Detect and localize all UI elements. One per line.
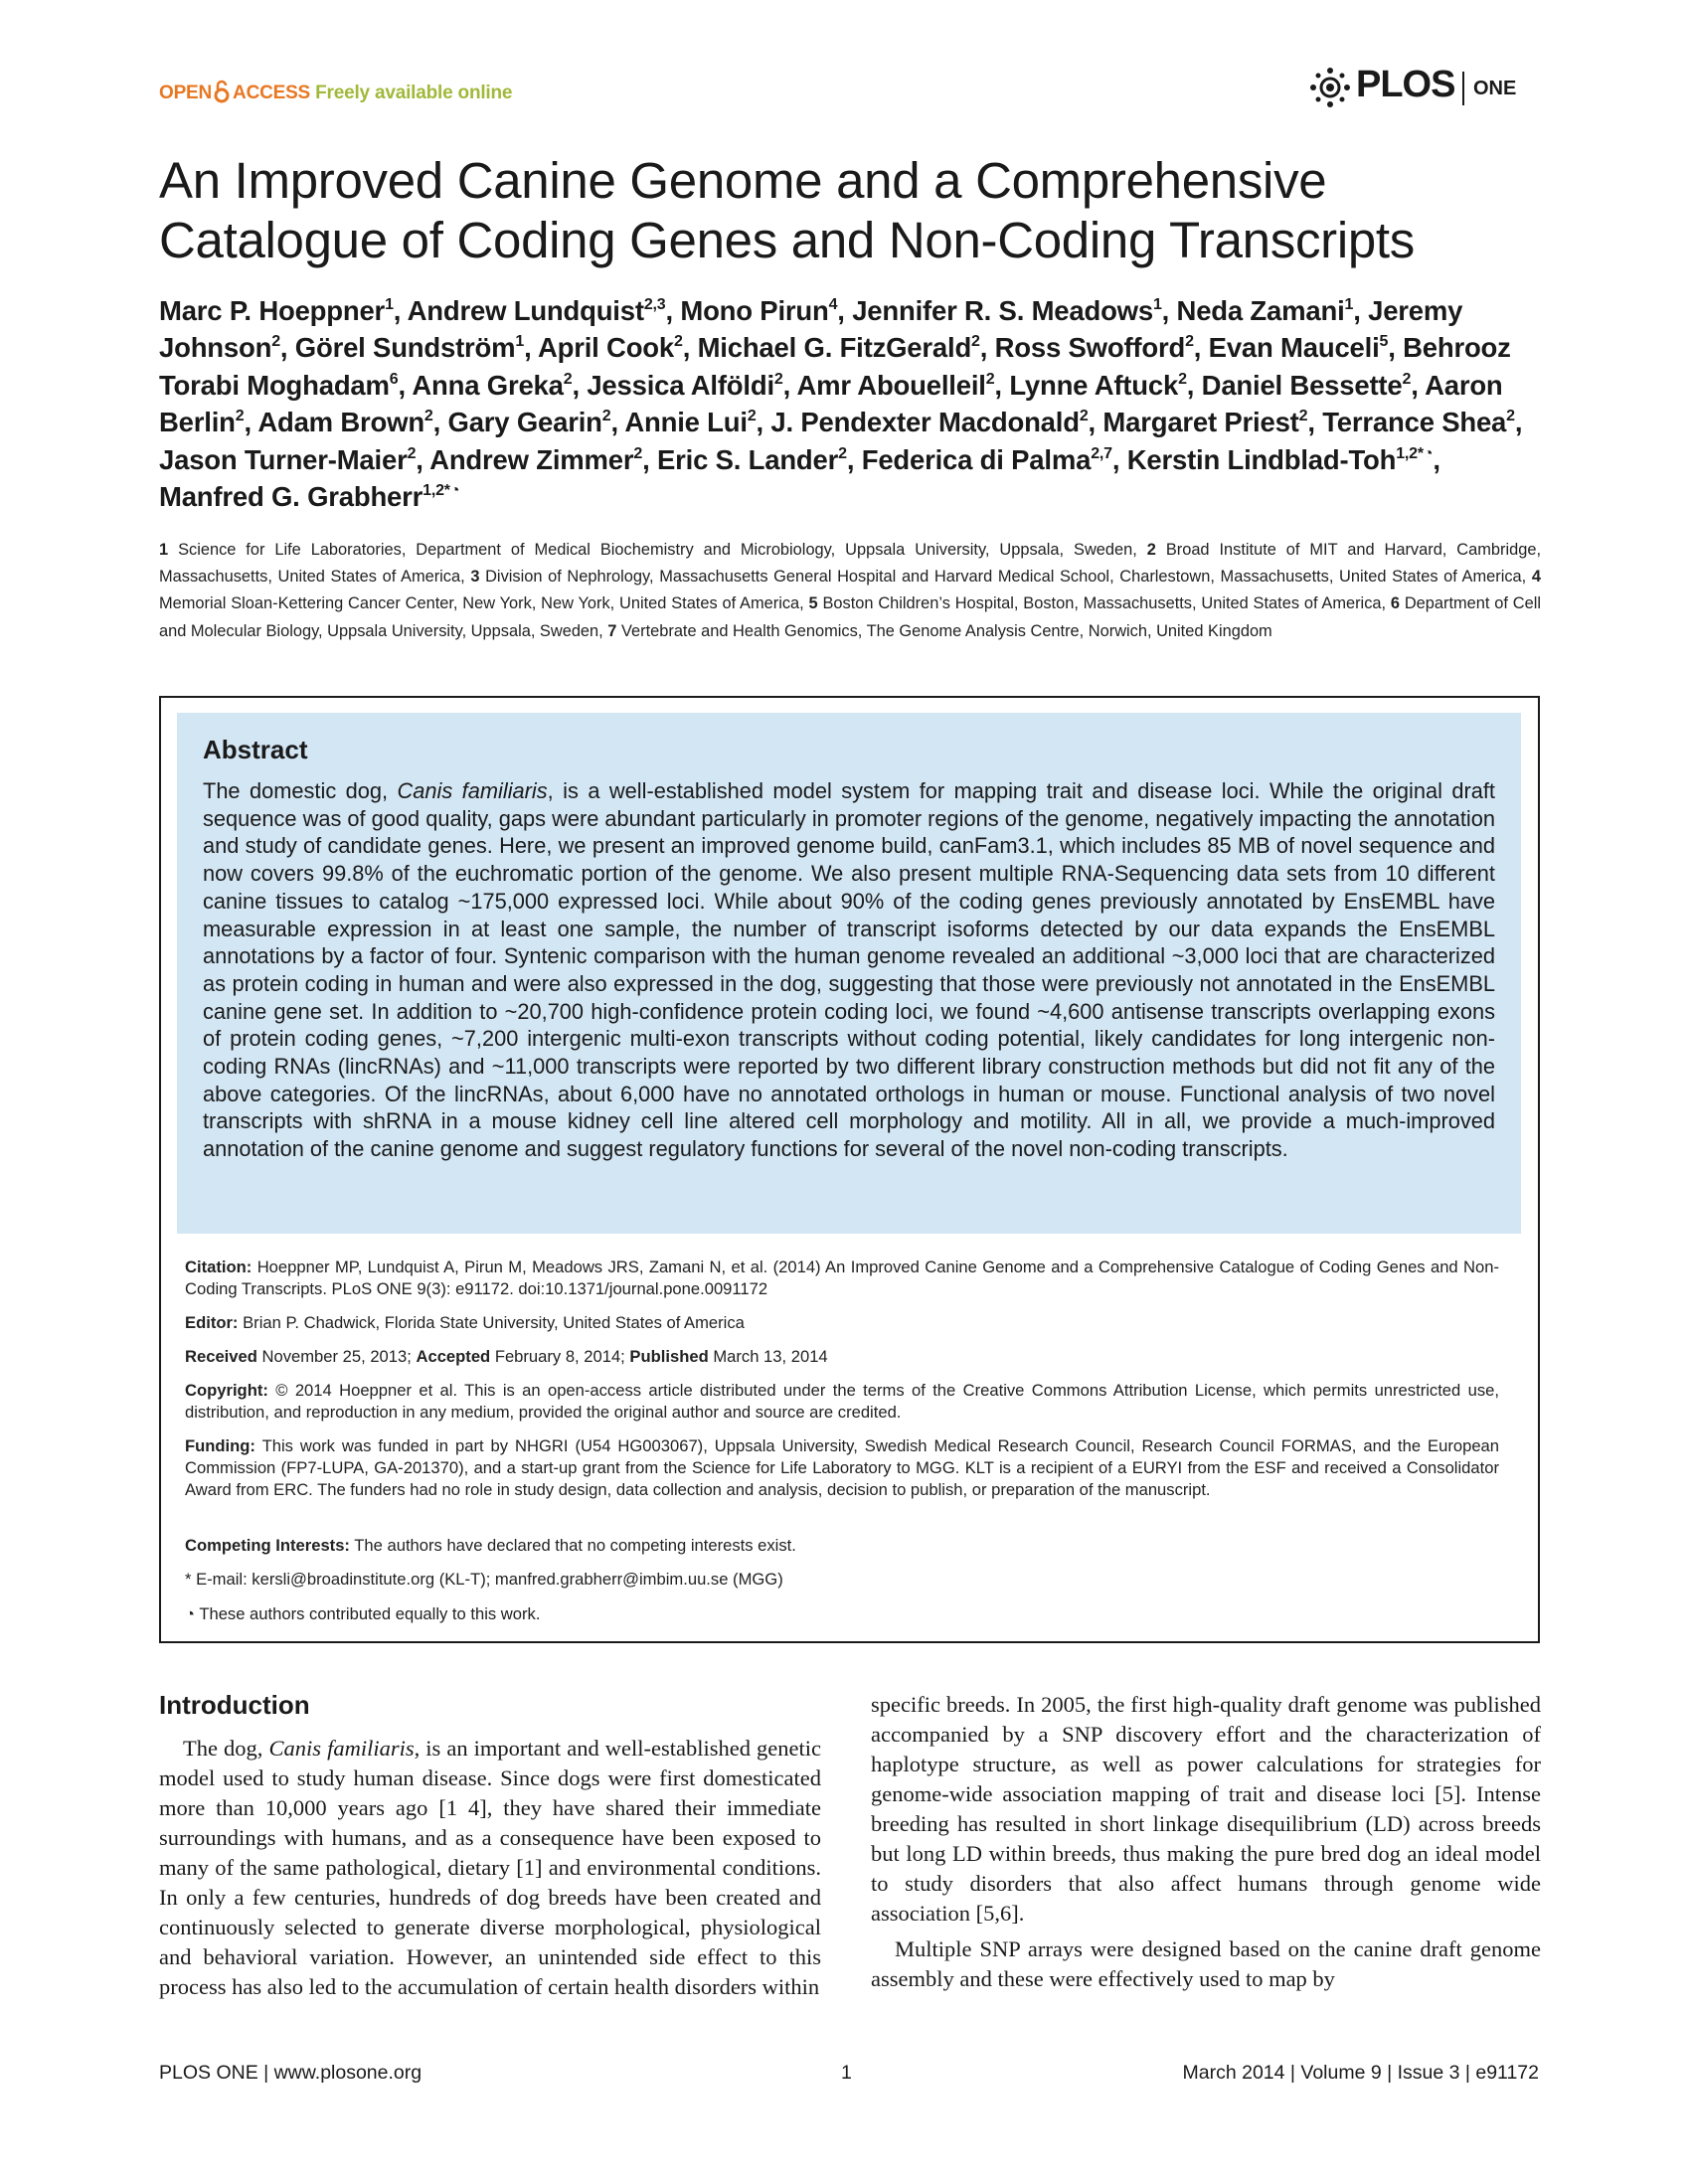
author-affiliation-marker: 2 (423, 408, 433, 425)
author-name: Anna Greka (412, 369, 564, 401)
editor: Editor: Brian P. Chadwick, Florida State University, United States of America (185, 1313, 745, 1332)
author-name: Amr Abouelleil (796, 369, 986, 401)
affiliation-text: Vertebrate and Health Genomics, The Genome Analysis Centre, Norwich, United Kingdom (620, 621, 1272, 640)
author-name: Behrooz Torabi Moghadam (159, 332, 1511, 401)
author-affiliation-marker: 2 (747, 408, 757, 425)
affiliation-text: Science for Life Laboratories, Department of Medical Biochemistry and Microbiology, Uppsala University, Uppsala, Sweden, (178, 541, 1137, 559)
author-affiliation-marker: 2 (407, 444, 417, 462)
author-affiliation-marker: 6 (389, 370, 399, 388)
author-affiliation-marker: 2 (985, 370, 995, 388)
author-name: Daniel Bessette (1201, 369, 1403, 401)
funding: Funding: This work was funded in part by NHGRI (U54 HG003067), Uppsala University, Swedish Medical Research Council, Research Council FORMAS, and the European Commission (FP7-LUPA, GA-201370), and a start-up grant from the Science for Life Laboratory to MGG. KLT is a recipient of a EURYI from the ESF and received a Consolidator Award from ERC. The funders had no role in study design, data collection and analysis, decision to publish, or preparation of the manuscript. (185, 1436, 1500, 1499)
author-name: Terrance Shea (1322, 407, 1507, 438)
author-name: Andrew Zimmer (429, 443, 634, 475)
author-name: Jennifer R. S. Meadows (852, 295, 1153, 326)
open-access-banner: OPEN ACCESS Freely available online (159, 80, 512, 109)
affiliation-number: 6 (1390, 594, 1401, 613)
affiliation-text: Boston Children’s Hospital, Boston, Massachusetts, United States of America, (822, 594, 1387, 613)
footer-journal: PLOS ONE | www.plosone.org (159, 2062, 423, 2084)
email: * E-mail: kersli@broadinstitute.org (KL-T); manfred.grabherr@imbim.uu.se (MGG) (185, 1570, 783, 1589)
author-name: Eric S. Lander (656, 443, 839, 475)
author-affiliation-marker: 1 (1344, 296, 1354, 313)
author-affiliation-marker: 4 (828, 296, 838, 313)
citation: Citation: Hoeppner MP, Lundquist A, Pirun M, Meadows JRS, Zamani N, et al. (2014) An Improved Canine Genome and a Comprehensive Catalogue of Coding Genes and Non-Coding Transcripts. PLoS ONE 9(3): e91172. doi:10.1371/journal.pone.0091172 (185, 1258, 1499, 1298)
abstract-box (177, 713, 1521, 1234)
author-affiliation-marker: 1 (385, 296, 394, 313)
author-affiliation-marker: 2 (674, 333, 683, 351)
equal-contribution-note: ◔ These authors contributed equally to this work. (185, 1604, 541, 1623)
author-name: Evan Mauceli (1208, 332, 1380, 364)
author-affiliation-marker: 1,2*◔ (423, 482, 460, 500)
copyright: Copyright: © 2014 Hoeppner et al. This is an open-access article distributed under the terms of the Creative Commons Attribution License, which permits unrestricted use, distribution, and reproduction in any medium, provided the original author and source are credited. (185, 1381, 1499, 1422)
page-number: 1 (841, 2062, 852, 2084)
author-name: April Cook (537, 332, 674, 364)
intro-paragraph-1-continued: specific breeds. In 2005, the first high-quality draft genome was published accompanied by a SNP discovery effort and the characterization of haplotype structure, as well as power calculations for strategies for genome-wide association mapping of trait and disease loci [5]. Intense breeding has resulted in short linkage disequilibrium (LD) across breeds but long LD within breeds, thus making the pure bred dog an ideal model to study disorders that also affect humans through genome wide association [5,6]. (871, 1692, 1541, 1926)
author-name: Ross Swofford (994, 332, 1186, 364)
affiliation-number: 3 (470, 568, 480, 587)
author-affiliation-marker: 1,2*◔ (1396, 444, 1434, 462)
author-name: Gary Gearin (447, 407, 602, 438)
author-name: Mono Pirun (680, 295, 829, 326)
author-name: Federica di Palma (861, 443, 1092, 475)
author-affiliation-marker: 2 (1298, 408, 1308, 425)
author-name: Görel Sundström (294, 332, 516, 364)
author-list: Marc P. Hoeppner$^1$, Andrew Lundquist$^{2,3}$, Mono Pirun$^4$, Jennifer R. S. Meadows$^1$, Neda Zamani$^1$, Jeremy Johnson$^2$, Görel Sundström$^1$, April Cook$^2$, Michael G. FitzGerald$^2$, Ross Swofford$^2$, Evan Mauceli$^5$, Behrooz Torabi Moghadam$^6$, Anna Greka$^2$, Jessica Alföldi$^2$, Amr Abouelleil$^2$, Lynne Aftuck$^2$, Daniel Bessette$^2$, Aaron Berlin$^2$, Adam Brown$^2$, Gary Gearin$^2$, Annie Lui$^2$, J. Pendexter Macdonald$^2$, Margaret Priest$^2$, Terrance Shea$^2$, Jason Turner-Maier$^2$, Andrew Zimmer$^2$, Eric S. Lander$^2$, Federica di Palma$^{2,7}$, Kerstin Lindblad-Toh$^{1,2*◔}$, Manfred G. Grabherr$^{1,2*◔}$ (159, 295, 1523, 513)
affiliation-text: Memorial Sloan-Kettering Cancer Center, New York, New York, United States of America, (159, 594, 804, 613)
open-access-lock-icon (214, 80, 230, 109)
author-name: Manfred G. Grabherr (159, 481, 423, 513)
author-name: Andrew Lundquist (407, 295, 644, 326)
affiliation-text: Department of Cell and Molecular Biology, Uppsala University, Uppsala, Sweden, (159, 594, 1541, 640)
author-name: Annie Lui (624, 407, 748, 438)
author-name: Aaron Berlin (159, 369, 1503, 438)
affiliation-number: 5 (808, 594, 818, 613)
author-affiliation-marker: 2 (1178, 370, 1187, 388)
author-affiliation-marker: 2 (1506, 408, 1515, 425)
author-affiliation-marker: 2 (773, 370, 783, 388)
author-affiliation-marker: 2,7 (1091, 444, 1112, 462)
intro-paragraph-2: Multiple SNP arrays were designed based on the canine draft genome assembly and these were effectively used to map by (871, 1936, 1541, 1991)
intro-paragraph-1: The dog, Canis familiaris, is an important and well-established genetic model used to study human disease. Since dogs were first domesticated more than 10,000 years ago [1 4], they have shared their immediate surroundings with humans, and as a consequence have been exposed to many of the same pathological, dietary [1] and environmental conditions. In only a few centuries, hundreds of dog breeds have been created and continuously selected to generate diverse morphological, physiological and behavioral variation. However, an unintended side effect to this process has also led to the accumulation of certain health disorders within (159, 1736, 822, 1999)
author-affiliation-marker: 2 (971, 333, 980, 351)
article-title: An Improved Canine Genome and a Comprehensive Catalogue of Coding Genes and Non-Coding Transcripts (159, 152, 1415, 268)
author-affiliation-marker: 2 (601, 408, 611, 425)
one-wordmark: ONE (1473, 78, 1517, 99)
plos-wordmark: PLOS (1356, 64, 1455, 105)
author-name: Kerstin Lindblad-Toh (1126, 443, 1397, 475)
author-affiliation-marker: 1 (515, 333, 525, 351)
author-name: Lynne Aftuck (1009, 369, 1179, 401)
introduction-heading: Introduction (159, 1690, 310, 1720)
abstract-text: The domestic dog, Canis familiaris, is a well-established model system for mapping trait and disease loci. While the original draft sequence was of good quality, gaps were abundant particularly in promoter regions of the genome, negatively impacting the annotation and study of candidate genes. Here, we present an improved genome build, canFam3.1, which includes 85 MB of novel sequence and now covers 99.8% of the euchromatic portion of the genome. We also present multiple RNA-Sequencing data sets from 10 different canine tissues to catalog ~175,000 expressed loci. While about 90% of the coding genes previously annotated by EnsEMBL have measurable expression in at least one sample, the number of transcript isoforms detected by our data expands the EnsEMBL annotations by a factor of four. Syntenic comparison with the human genome revealed an additional ~3,000 loci that are characterized as protein coding in human and were also expressed in the dog, suggesting that those were previously not annotated in the EnsEMBL canine gene set. In addition to ~20,700 high-confidence protein coding loci, we found ~4,600 antisense transcripts overlapping exons of protein coding genes, ~7,200 intergenic multi-exon transcripts without coding potential, likely candidates for long intergenic non-coding RNAs (lincRNAs) and ~11,000 transcripts were reported by two different library construction methods but did not fit any of the above categories. Of the lincRNAs, about 6,000 have no annotated orthologs in human or mouse. Functional analysis of two novel transcripts with shRNA in a mouse kidney cell line altered cell morphology and motility. All in all, we provide a much-improved annotation of the canine genome and suggest regulatory functions for several of the novel non-coding transcripts. (203, 778, 1495, 1162)
author-affiliation-marker: 2 (633, 444, 643, 462)
affiliation-text: Division of Nephrology, Massachusetts General Hospital and Harvard Medical School, Charlestown, Massachusetts, United States of America, (485, 568, 1527, 587)
author-affiliation-marker: 2 (1079, 408, 1089, 425)
author-affiliation-marker: 2 (1185, 333, 1194, 351)
body-column-right (871, 1690, 1541, 1994)
affiliation-number: 1 (159, 541, 169, 559)
affiliations (159, 537, 1541, 645)
author-affiliation-marker: 2,3 (643, 296, 666, 313)
freely-available-label: Freely available online (315, 83, 513, 103)
author-name: Marc P. Hoeppner (159, 295, 386, 326)
affiliation-number: 2 (1146, 541, 1156, 559)
author-name: Neda Zamani (1176, 295, 1345, 326)
author-name: Michael G. FitzGerald (697, 332, 972, 364)
abstract-heading: Abstract (203, 735, 308, 764)
plos-logo-icon (1308, 66, 1352, 109)
author-affiliation-marker: 5 (1379, 333, 1389, 351)
journal-logo (1308, 62, 1537, 111)
author-affiliation-marker: 2 (271, 333, 280, 351)
author-name: Jeremy Johnson (159, 295, 1463, 364)
affiliation-number: 7 (607, 621, 617, 640)
competing-interests: Competing Interests: The authors have declared that no competing interests exist. (185, 1536, 796, 1555)
footer-issue: March 2014 | Volume 9 | Issue 3 | e91172 (1182, 2062, 1539, 2084)
author-name: Margaret Priest (1102, 407, 1299, 438)
body-column-left (159, 1734, 821, 2002)
dates: Received November 25, 2013; Accepted February 8, 2014; Published March 13, 2014 (185, 1347, 828, 1366)
author-name: Jason Turner-Maier (159, 443, 408, 475)
author-affiliation-marker: 2 (563, 370, 573, 388)
affiliation-number: 4 (1531, 568, 1541, 587)
logo-divider (1462, 72, 1464, 105)
author-name: Jessica Alföldi (587, 369, 774, 401)
author-affiliation-marker: 2 (235, 408, 245, 425)
author-affiliation-marker: 2 (1402, 370, 1412, 388)
author-name: Adam Brown (257, 407, 424, 438)
author-name: J. Pendexter Macdonald (770, 407, 1080, 438)
author-affiliation-marker: 2 (838, 444, 847, 462)
affiliation-text: Broad Institute of MIT and Harvard, Cambridge, Massachusetts, United States of America, (159, 541, 1542, 587)
author-affiliation-marker: 1 (1152, 296, 1162, 313)
